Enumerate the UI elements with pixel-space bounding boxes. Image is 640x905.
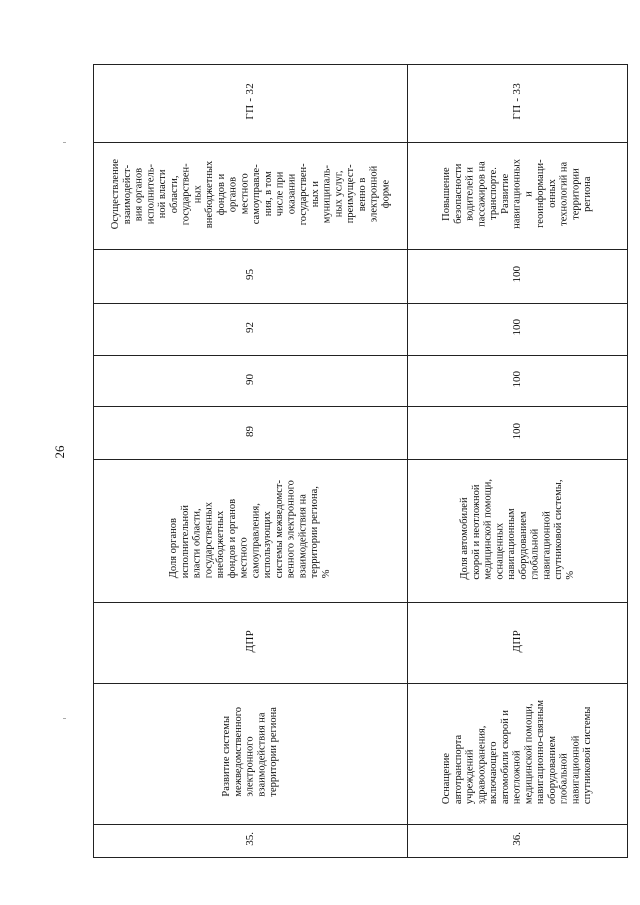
- program-code: ГП - 33: [511, 83, 524, 120]
- page-number: 26: [52, 445, 67, 459]
- value-cell-36-d: [408, 407, 628, 460]
- indicator-value: 100: [511, 370, 524, 388]
- code-cell-36: [408, 65, 628, 143]
- indicator-value: 90: [244, 373, 257, 385]
- value-cell-35-a: [94, 250, 408, 304]
- value-cell-36-b: [408, 304, 628, 356]
- responsible-dept: ДПР: [511, 629, 524, 653]
- row-number: 35.: [244, 832, 257, 846]
- indicator-value: 100: [511, 319, 524, 336]
- measure-name: Развитие системы межведомственного электронного взаимодействия на территории региона: [221, 707, 280, 797]
- goal-description: Повышение безопасности водителей и пассажиров на транспорте. Развитие навигационных и геоинформаци- онных технологий на территории региона: [441, 159, 594, 230]
- indicator-name: Доля органов исполнительной власти области, государственных внебюджетных фондов и органов местного самоуправления, использующих системы межведомст- венного электронного взаимодействия на территории региона, %: [168, 479, 332, 579]
- value-cell-35-d: [94, 407, 408, 460]
- value-cell-35-c: [94, 356, 408, 407]
- value-cell-36-a: [408, 250, 628, 304]
- responsible-cell-36: [408, 603, 628, 684]
- program-table: [93, 64, 628, 858]
- number-cell-35: [94, 825, 408, 858]
- indicator-value: 89: [244, 425, 257, 437]
- responsible-dept: ДПР: [244, 629, 257, 653]
- measure-cell-35: [94, 684, 408, 825]
- code-cell-35: [94, 65, 408, 143]
- program-code: ГП - 32: [244, 83, 257, 120]
- measure-name: Оснащение автотранспорта учреждений здравоохранения, включающего автомобили скорой и неотложной медицинской помощи, навигационно-связным оборудованием глобальной навигационной спутниковой системы: [441, 700, 594, 805]
- scan-speck: [63, 142, 66, 143]
- indicator-value: 100: [511, 266, 524, 283]
- indicator-cell-36: [408, 460, 628, 603]
- responsible-cell-35: [94, 603, 408, 684]
- description-cell-35: [94, 143, 408, 250]
- value-cell-36-c: [408, 356, 628, 407]
- scan-speck: [63, 718, 66, 719]
- indicator-cell-35: [94, 460, 408, 603]
- measure-cell-36: [408, 684, 628, 825]
- number-cell-36: [408, 825, 628, 858]
- indicator-value: 100: [511, 422, 524, 440]
- indicator-value: 95: [244, 269, 257, 281]
- indicator-value: 92: [244, 322, 257, 334]
- indicator-name: Доля автомобилей скорой и неотложной медицинской помощи, оснащенных навигационным оборудованием глобальной навигационной спутниковой системы, %: [458, 478, 576, 580]
- goal-description: Осуществление взаимодейст- вия органов исполнитель- ной власти области, государствен- ных внебюджетных фондов и органов местного самоуправле- ния, в том числе при оказании государствен- ных и муниципаль- ных услуг, преимущест- венно в электронной форме: [109, 159, 391, 230]
- row-number: 36.: [511, 832, 524, 846]
- value-cell-35-b: [94, 304, 408, 356]
- description-cell-36: [408, 143, 628, 250]
